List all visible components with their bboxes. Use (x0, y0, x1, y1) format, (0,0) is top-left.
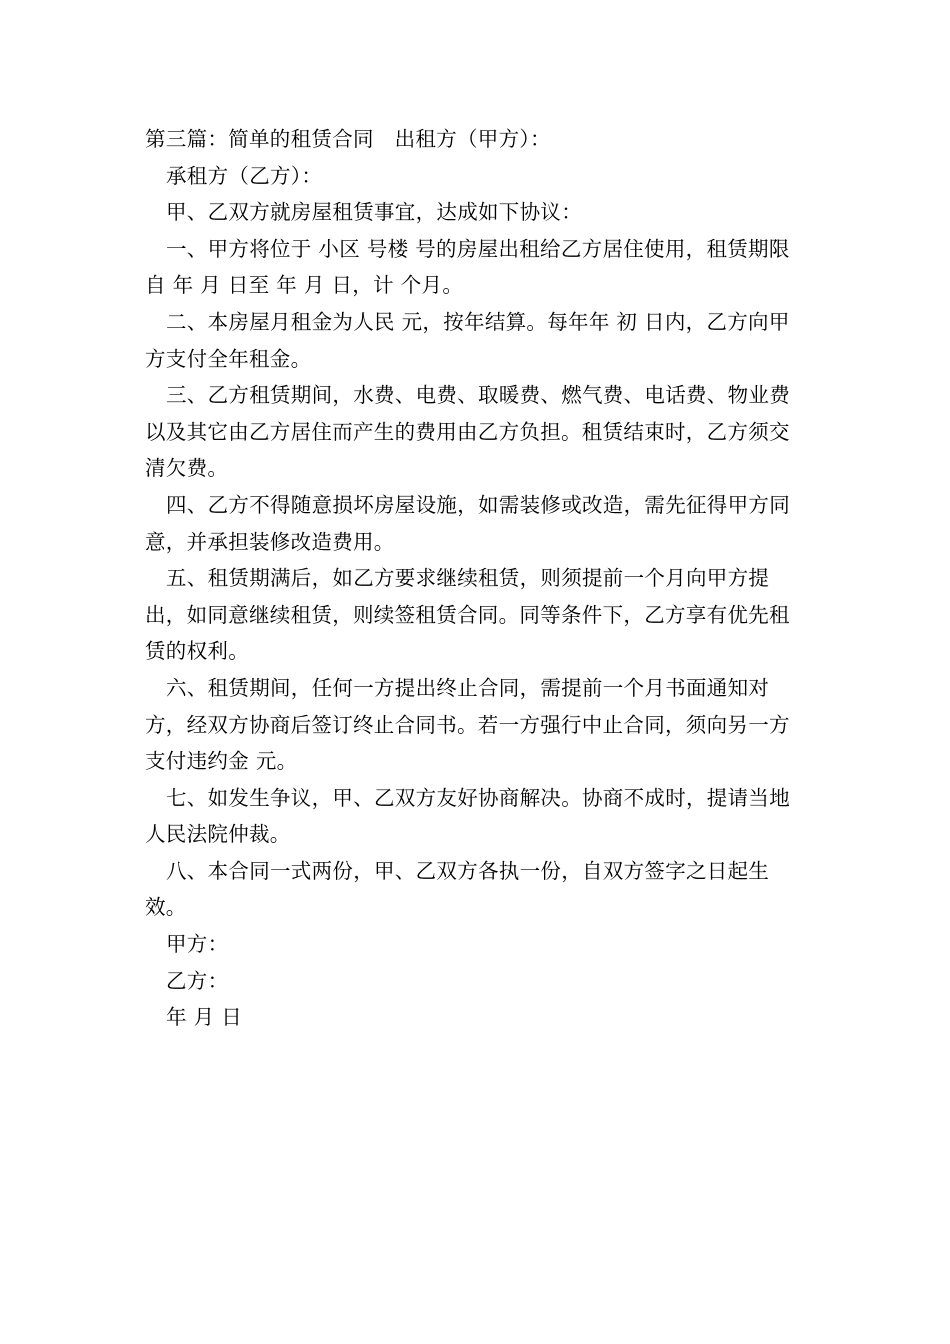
contract-title-line: 第三篇：简单的租赁合同 出租方（甲方）： (145, 127, 551, 151)
clause-6: 六、租赁期间，任何一方提出终止合同，需提前一个月书面通知对方，经双方协商后签订终止合同书。若一方强行中止合同，须向另一方支付违约金 元。 (145, 675, 790, 774)
contract-body (145, 121, 807, 1036)
clause-7: 七、如发生争议，甲、乙双方友好协商解决。协商不成时，提请当地人民法院仲裁。 (145, 785, 790, 847)
lessee-line: 承租方（乙方）： (166, 163, 323, 188)
clause-4: 四、乙方不得随意损坏房屋设施，如需装修或改造，需先征得甲方同意，并承担装修改造费用。 (145, 492, 790, 554)
contract-intro: 甲、乙双方就房屋租赁事宜，达成如下协议： (166, 200, 582, 225)
clause-8: 八、本合同一式两份，甲、乙双方各执一份，自双方签字之日起生效。 (145, 858, 770, 920)
clause-3: 三、乙方租赁期间，水费、电费、取暖费、燃气费、电话费、物业费以及其它由乙方居住而产生的费用由乙方负担。租赁结束时，乙方须交清欠费。 (145, 383, 790, 481)
signing-date: 年 月 日 (166, 1005, 243, 1030)
clause-5: 五、租赁期满后，如乙方要求继续租赁，则须提前一个月向甲方提出，如同意继续租赁，则续签租赁合同。同等条件下，乙方享有优先租赁的权利。 (145, 566, 790, 664)
party-a-signature: 甲方： (166, 932, 229, 957)
clause-1: 一、甲方将位于 小区 号楼 号的房屋出租给乙方居住使用，租赁期限自 年 月 日至 年 月 日，计 个月。 (145, 236, 790, 298)
party-b-signature: 乙方： (166, 968, 229, 993)
clause-2: 二、本房屋月租金为人民 元，按年结算。每年年 初 日内，乙方向甲方支付全年租金。 (145, 309, 790, 371)
